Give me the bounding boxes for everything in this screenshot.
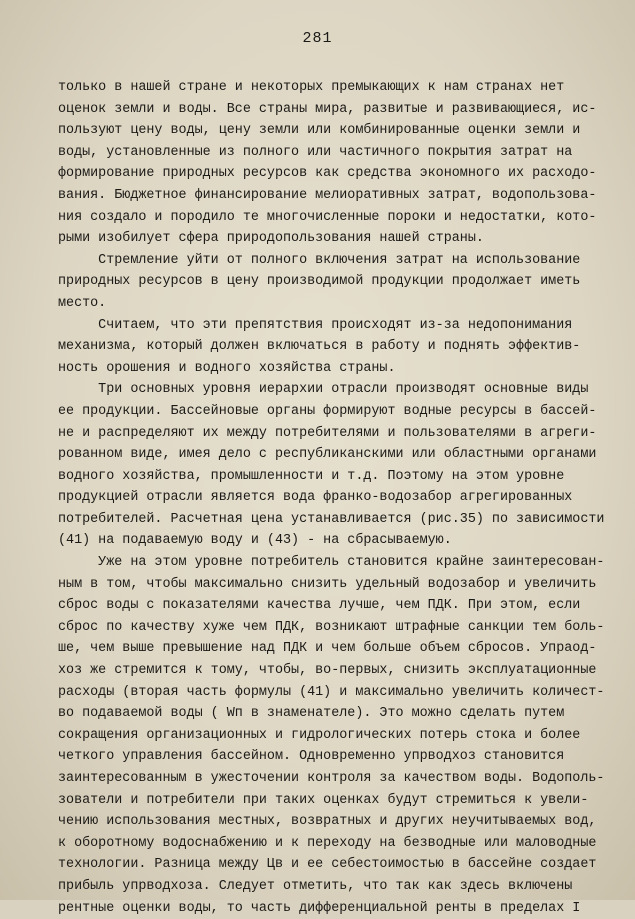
text-line: водного хозяйства, промышленности и т.д. Поэтому на этом уровне [58, 468, 565, 484]
text-line: воды, установленные из полного или частичного покрытия затрат на [58, 144, 573, 160]
text-line: пользуют цену воды, цену земли или комбинированные оценки земли и [58, 123, 581, 139]
text-line: заинтересованным в ужесточении контроля за качеством воды. Водополь- [58, 771, 605, 786]
text-line: потребителей. Расчетная цена устанавливается (рис.35) по зависимости [58, 511, 605, 527]
text-line: рентные оценки воды, то часть дифференциальной ренты в пределах I [58, 900, 581, 916]
text-line: не и распределяют их между потребителями и пользователями в агреги- [58, 425, 597, 441]
text-line: чению использования местных, возвратных и других неучитываемых вод, [58, 814, 597, 830]
text-line: Считаем, что эти препятствия происходят из-за недопонимания [58, 317, 573, 333]
page-number: 281 [302, 30, 333, 47]
text-line: формирование природных ресурсов как средства экономного их расходо- [58, 166, 597, 182]
text-line: ность орошения и водного хозяйства страны. [58, 360, 396, 376]
text-line: ее продукции. Бассейновые органы формируют водные ресурсы в бассей- [58, 403, 597, 419]
text-line: рованном виде, имея дело с республиканскими или областными органами [58, 447, 597, 463]
text-line: место. [58, 295, 107, 311]
text-line: только в нашей стране и некоторых премыкающих к нам странах нет [58, 80, 565, 95]
text-line: природных ресурсов в цену производимой продукции продолжает иметь [58, 274, 581, 290]
text-line: рыми изобилует сфера природопользования нашей страны. [58, 231, 484, 247]
text-line: (41) на подаваемую воду и (43) - на сбрасываемую. [58, 533, 452, 549]
text-line: механизма, который должен включаться в работу и поднять эффектив- [58, 339, 581, 355]
body-text [58, 77, 606, 919]
text-line: сокращения организационных и гидрологических потерь стока и более [58, 727, 581, 743]
text-line: прибыль упрводхоза. Следует отметить, что так как здесь включены [58, 878, 573, 894]
text-line: ным в том, чтобы максимально снизить удельный водозабор и увеличить [58, 576, 597, 592]
text-line: четкого управления бассейном. Одновременно упрводхоз становится [58, 749, 565, 765]
text-line: зователи и потребители при таких оценках будут стремиться к увели- [58, 792, 589, 808]
text-line: вания. Бюджетное финансирование мелиоративных затрат, водопользова- [58, 187, 597, 203]
text-line: оценок земли и воды. Все страны мира, развитые и развивающиеся, ис- [58, 101, 597, 117]
text-line: сброс воды с показателями качества лучше, чем ПДК. При этом, если [58, 598, 581, 614]
text-line: технологии. Разница между Цв и ее себестоимостью в бассейне создает [58, 857, 597, 873]
text-line: ше, чем выше превышение над ПДК и чем больше объем сбросов. Упраод- [58, 641, 597, 657]
text-line: расходы (вторая часть формулы (41) и максимально увеличить количест- [58, 684, 605, 700]
text-line: Уже на этом уровне потребитель становится крайне заинтересован- [58, 555, 605, 571]
text-line: сброс по качеству хуже чем ПДК, возникают штрафные санкции тем боль- [58, 619, 605, 635]
text-line: ния создало и породило те многочисленные пороки и недостатки, кото- [58, 209, 597, 225]
text-line: к оборотному водоснабжению и к переходу на безводные или маловодные [58, 835, 597, 851]
text-line: хоз же стремится к тому, чтобы, во-первых, снизить эксплуатационные [58, 663, 597, 679]
text-line: во подаваемой воды ( Wп в знаменателе). Это можно сделать путем [58, 706, 565, 722]
text-line: продукцией отрасли является вода франко-водозабор агрегированных [58, 490, 573, 506]
text-line: Стремление уйти от полного включения затрат на использование [58, 252, 581, 268]
text-line: Три основных уровня иерархии отрасли производят основные виды [58, 382, 589, 398]
